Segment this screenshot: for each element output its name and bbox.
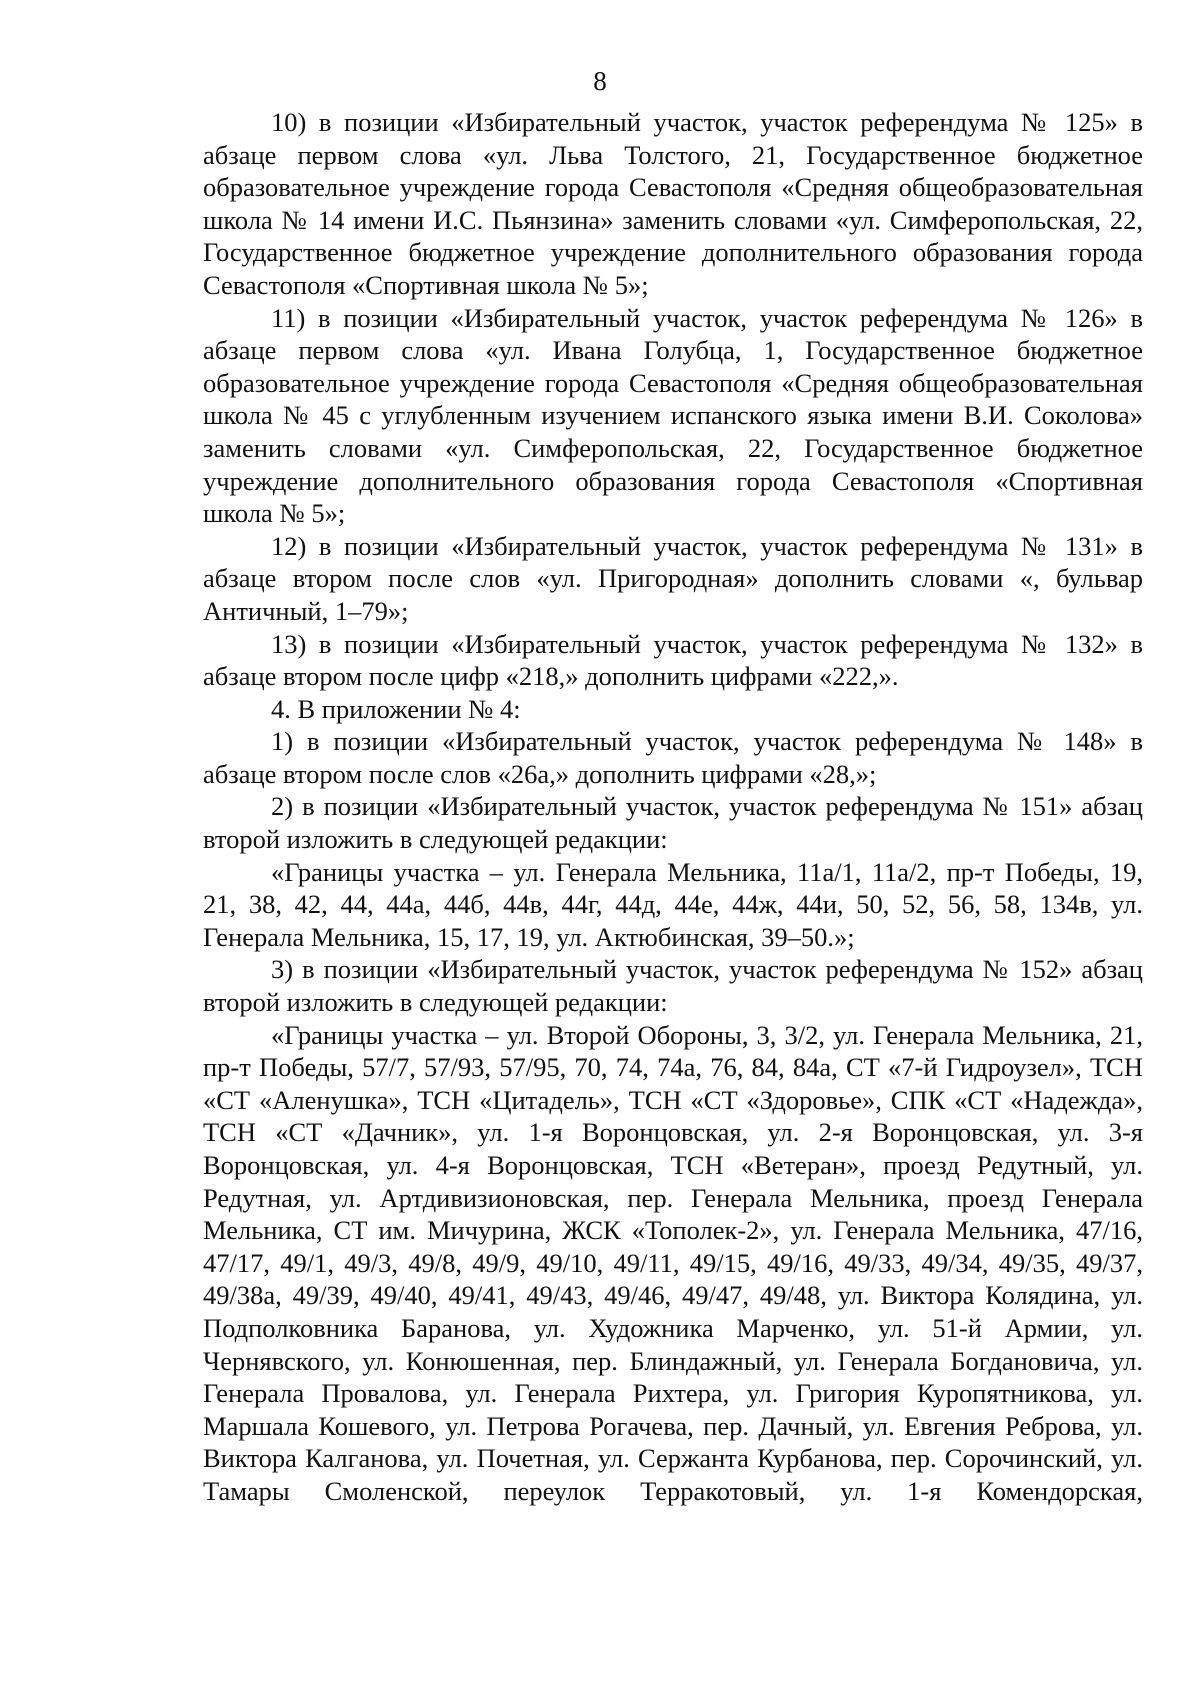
paragraph-item-12: 12) в позиции «Избирательный участок, участок референдума № 131» в абзаце втором после слов «ул. Пригородная» дополнить словами «, бульвар Античный, 1–79»;	[203, 530, 1143, 626]
paragraph-subitem-3: 3) в позиции «Избирательный участок, участок референдума № 152» абзац второй изложить в следующей редакции:	[203, 954, 1143, 1018]
page-number: 8	[593, 66, 607, 96]
paragraph-item-13: 13) в позиции «Избирательный участок, участок референдума № 132» в абзаце втором после цифр «218,» дополнить цифрами «222,».	[203, 628, 1143, 692]
document-body	[203, 106, 1143, 1508]
paragraph-item-11: 11) в позиции «Избирательный участок, участок референдума № 126» в абзаце первом слова «ул. Ивана Голубца, 1, Государственное бюджетное образовательное учреждение города Севастополя «Средняя общеобразовательная школа № 45 с углубленным изучением испанского языка имени В.И. Соколова» заменить словами «ул. Симферопольская, 22, Государственное бюджетное учреждение дополнительного образования города Севастополя «Спортивная школа № 5»;	[203, 302, 1143, 529]
paragraph-quote-152: «Границы участка – ул. Второй Обороны, 3, 3/2, ул. Генерала Мельника, 21, пр-т Победы, 57/7, 57/93, 57/95, 70, 74, 74а, 76, 84, 84а, СТ «7-й Гидроузел», ТСН «СТ «Аленушка», ТСН «Цитадель», ТСН «СТ «Здоровье», СПК «СТ «Надежда», ТСН «СТ «Дачник», ул. 1-я Воронцовская, ул. 2-я Воронцовская, ул. 3-я Воронцовская, ул. 4-я Воронцовская, ТСН «Ветеран», проезд Редутный, ул. Редутная, ул. Артдивизионовская, пер. Генерала Мельника, проезд Генерала Мельника, СТ им. Мичурина, ЖСК «Тополек-2», ул. Генерала Мельника, 47/16, 47/17, 49/1, 49/3, 49/8, 49/9, 49/10, 49/11, 49/15, 49/16, 49/33, 49/34, 49/35, 49/37, 49/38а, 49/39, 49/40, 49/41, 49/43, 49/46, 49/47, 49/48, ул. Виктора Колядина, ул. Подполковника Баранова, ул. Художника Марченко, ул. 51-й Армии, ул. Чернявского, ул. Конюшенная, пер. Блиндажный, ул. Генерала Богдановича, ул. Генерала Провалова, ул. Генерала Рихтера, ул. Григория Куропятникова, ул. Маршала Кошевого, ул. Петрова Рогачева, пер. Дачный, ул. Евгения Реброва, ул. Виктора Калганова, ул. Почетная, ул. Сержанта Курбанова, пер. Сорочинский, ул. Тамары Смоленской, переулок Терракотовый, ул. 1-я Комендорская,	[203, 1019, 1143, 1506]
paragraph-section-4: 4. В приложении № 4:	[271, 693, 521, 724]
paragraph-subitem-2: 2) в позиции «Избирательный участок, участок референдума № 151» абзац второй изложить в следующей редакции:	[203, 791, 1143, 855]
paragraph-item-10: 10) в позиции «Избирательный участок, участок референдума № 125» в абзаце первом слова «ул. Льва Толстого, 21, Государственное бюджетное образовательное учреждение города Севастополя «Средняя общеобразовательная школа № 14 имени И.С. Пьянзина» заменить словами «ул. Симферопольская, 22, Государственное бюджетное учреждение дополнительного образования города Севастополя «Спортивная школа № 5»;	[203, 107, 1143, 300]
paragraph-quote-151: «Границы участка – ул. Генерала Мельника, 11а/1, 11а/2, пр-т Победы, 19, 21, 38, 42, 44, 44а, 44б, 44в, 44г, 44д, 44е, 44ж, 44и, 50, 52, 56, 58, 134в, ул. Генерала Мельника, 15, 17, 19, ул. Актюбинская, 39–50.»;	[203, 856, 1143, 952]
paragraph-subitem-1: 1) в позиции «Избирательный участок, участок референдума № 148» в абзаце втором после слов «26а,» дополнить цифрами «28,»;	[203, 726, 1143, 789]
